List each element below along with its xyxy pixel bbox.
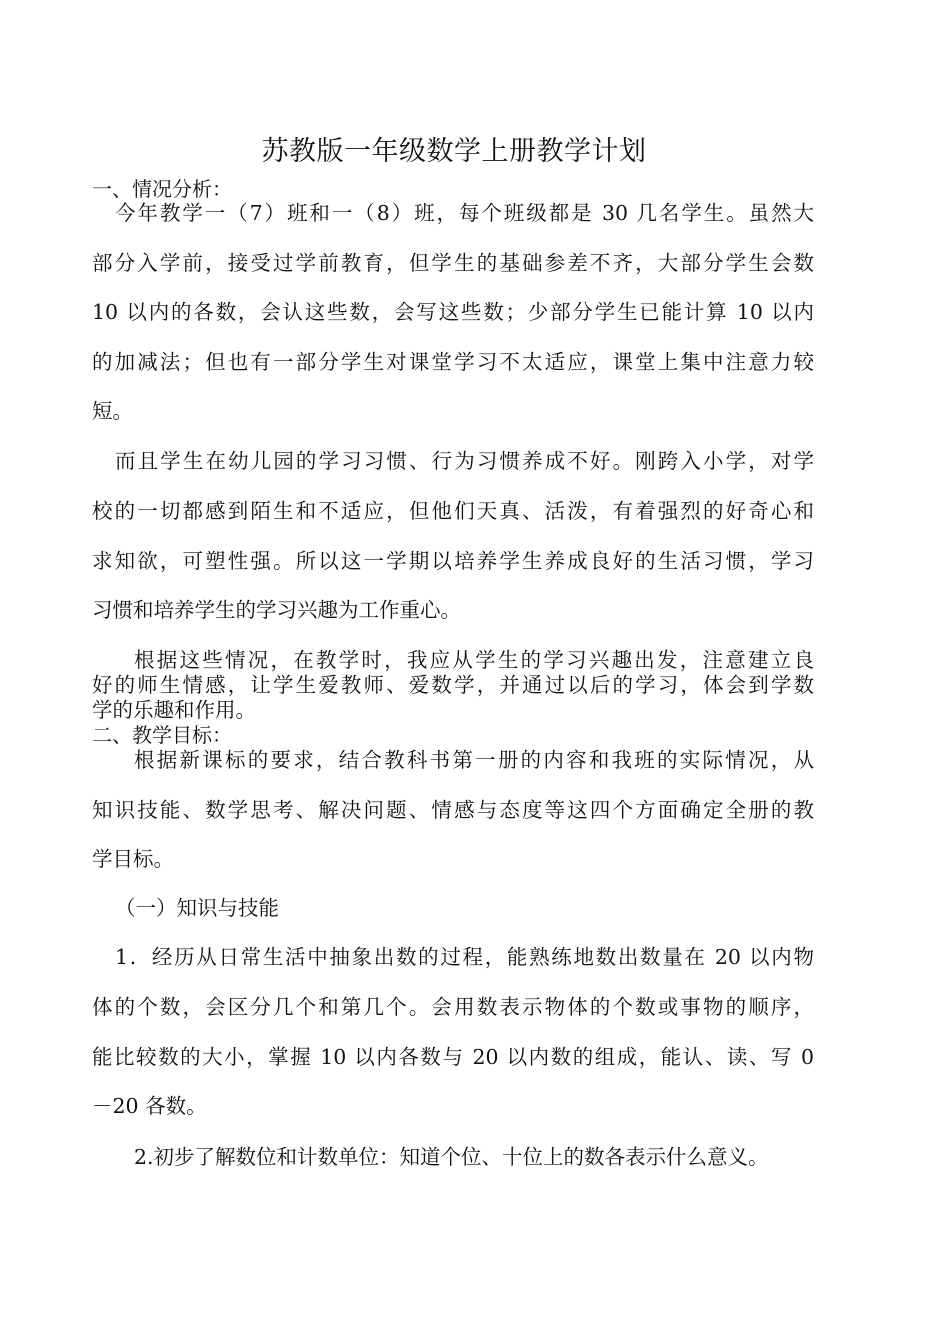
list-item-line: 能比较数的大小，掌握 10 以内各数与 20 以内数的组成，能认、读、写 0 [92,1045,814,1069]
paragraph-line: 短。 [92,399,133,423]
document-title: 苏教版一年级数学上册教学计划 [261,136,647,167]
list-item-line: 2.初步了解数位和计数单位：知道个位、十位上的数各表示什么意义。 [134,1145,769,1169]
paragraph-line: 根据这些情况，在教学时，我应从学生的学习兴趣出发，注意建立良 [134,648,814,672]
paragraph-line: 部分入学前，接受过学前教育，但学生的基础参差不齐，大部分学生会数 [92,251,814,275]
subsection-heading-knowledge-skills: （一）知识与技能 [115,896,279,920]
paragraph-line: 10 以内的各数，会认这些数，会写这些数；少部分学生已能计算 10 以内 [92,300,814,324]
list-item-line: －20 各数。 [92,1094,207,1118]
list-item-line: 体的个数，会区分几个和第几个。会用数表示物体的个数或事物的顺序， [92,995,814,1019]
section-heading-situation-analysis: 一、情况分析： [92,177,232,201]
paragraph-line: 知识技能、数学思考、解决问题、情感与态度等这四个方面确定全册的教 [92,798,814,822]
paragraph-line: 求知欲，可塑性强。所以这一学期以培养学生养成良好的生活习惯，学习 [92,549,814,573]
paragraph-line: 校的一切都感到陌生和不适应，但他们天真、活泼，有着强烈的好奇心和 [92,499,814,523]
paragraph-line: 的加减法；但也有一部分学生对课堂学习不太适应，课堂上集中注意力较 [92,350,814,374]
paragraph-line: 学的乐趣和作用。 [92,698,256,722]
list-item-line: 1．经历从日常生活中抽象出数的过程，能熟练地数出数量在 20 以内物 [115,945,814,969]
paragraph-line: 根据新课标的要求，结合教科书第一册的内容和我班的实际情况，从 [134,748,814,772]
section-heading-teaching-goals: 二、教学目标： [92,723,232,747]
paragraph-line: 而且学生在幼儿园的学习习惯、行为习惯养成不好。刚跨入小学，对学 [115,449,814,473]
paragraph-line: 习惯和培养学生的学习兴趣为工作重心。 [92,598,461,622]
paragraph-line: 好的师生情感，让学生爱教师、爱数学，并通过以后的学习，体会到学数 [92,673,814,697]
paragraph-line: 学目标。 [92,847,174,871]
paragraph-line: 今年教学一（7）班和一（8）班，每个班级都是 30 几名学生。虽然大 [115,201,814,225]
